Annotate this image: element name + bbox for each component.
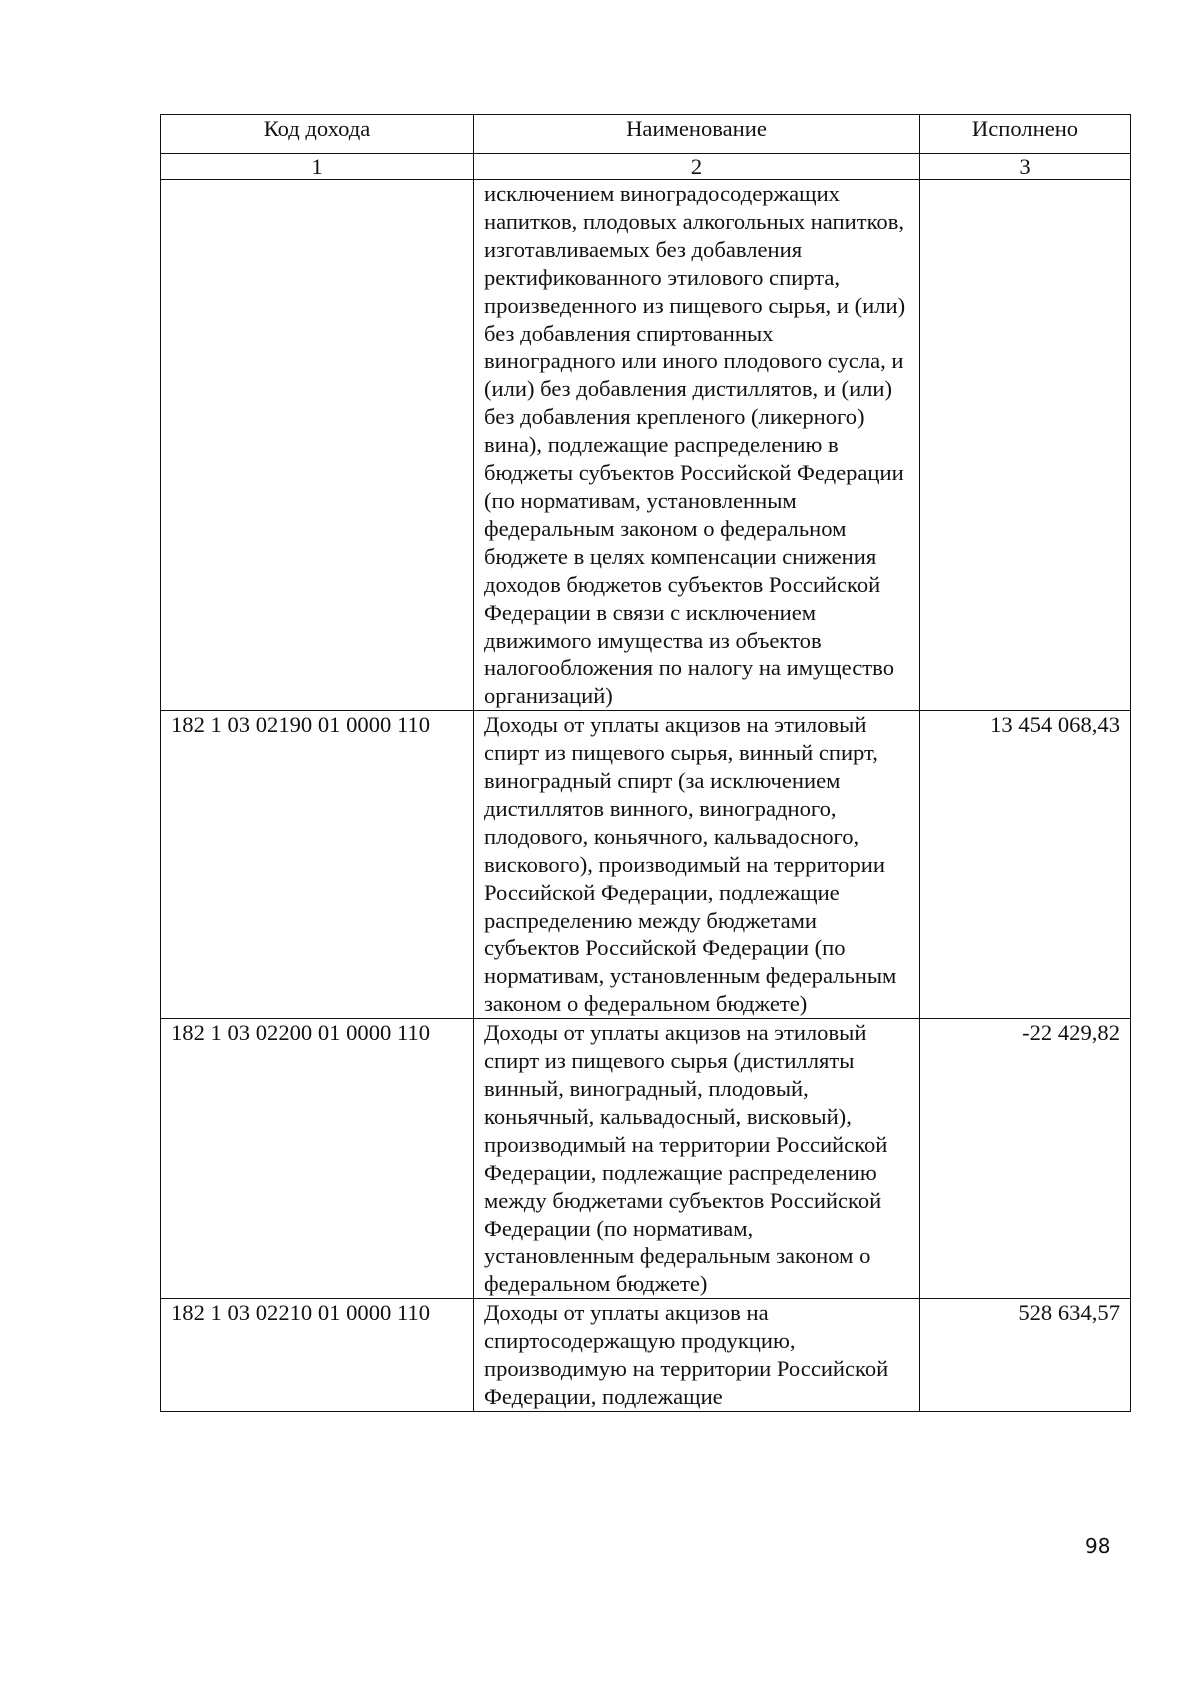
executed-amount-cell — [920, 180, 1131, 711]
revenue-table — [160, 114, 1131, 1412]
table-header-row — [161, 115, 1131, 154]
income-name-cell: Доходы от уплаты акцизов на этиловый спирт из пищевого сырья (дистилляты винный, виноградный, плодовый, коньячный, кальвадосный, висковый), производимый на территории Российской Федерации, подлежащие распределению между бюджетами субъектов Российской Федерации (по нормативам, установленным федеральным законом о федеральном бюджете) — [474, 1019, 920, 1299]
page-number: 98 — [1085, 1534, 1111, 1558]
column-number-row — [161, 154, 1131, 180]
header-income-code: Код дохода — [161, 115, 474, 154]
income-name-cell: Доходы от уплаты акцизов на спиртосодержащую продукцию, производимую на территории Российской Федерации, подлежащие — [474, 1299, 920, 1412]
header-executed: Исполнено — [920, 115, 1131, 154]
column-number: 1 — [161, 154, 474, 180]
table-row — [161, 180, 1131, 711]
column-number: 3 — [920, 154, 1131, 180]
table-row — [161, 711, 1131, 1019]
income-name-cell: исключением виноградосодержащих напитков, плодовых алкогольных напитков, изготавливаемых без добавления ректификованного этилового спирта, произведенного из пищевого сырья, и (или) без добавления спиртованных виноградного или иного плодового сусла, и (или) без добавления дистиллятов, и (или) без добавления крепленого (ликерного) вина), подлежащие распределению в бюджеты субъектов Российской Федерации (по нормативам, установленным федеральным законом о федеральном бюджете в целях компенсации снижения доходов бюджетов субъектов Российской Федерации в связи с исключением движимого имущества из объектов налогообложения по налогу на имущество организаций) — [474, 180, 920, 711]
table-row — [161, 1019, 1131, 1299]
header-name: Наименование — [474, 115, 920, 154]
table-row — [161, 1299, 1131, 1412]
column-number: 2 — [474, 154, 920, 180]
income-code-cell: 182 1 03 02210 01 0000 110 — [161, 1299, 474, 1412]
income-code-cell: 182 1 03 02190 01 0000 110 — [161, 711, 474, 1019]
executed-amount-cell: -22 429,82 — [920, 1019, 1131, 1299]
executed-amount-cell: 528 634,57 — [920, 1299, 1131, 1412]
income-code-cell — [161, 180, 474, 711]
income-name-cell: Доходы от уплаты акцизов на этиловый спирт из пищевого сырья, винный спирт, виноградный спирт (за исключением дистиллятов винного, виноградного, плодового, коньячного, кальвадосного, вискового), производимый на территории Российской Федерации, подлежащие распределению между бюджетами субъектов Российской Федерации (по нормативам, установленным федеральным законом о федеральном бюджете) — [474, 711, 920, 1019]
executed-amount-cell: 13 454 068,43 — [920, 711, 1131, 1019]
income-code-cell: 182 1 03 02200 01 0000 110 — [161, 1019, 474, 1299]
